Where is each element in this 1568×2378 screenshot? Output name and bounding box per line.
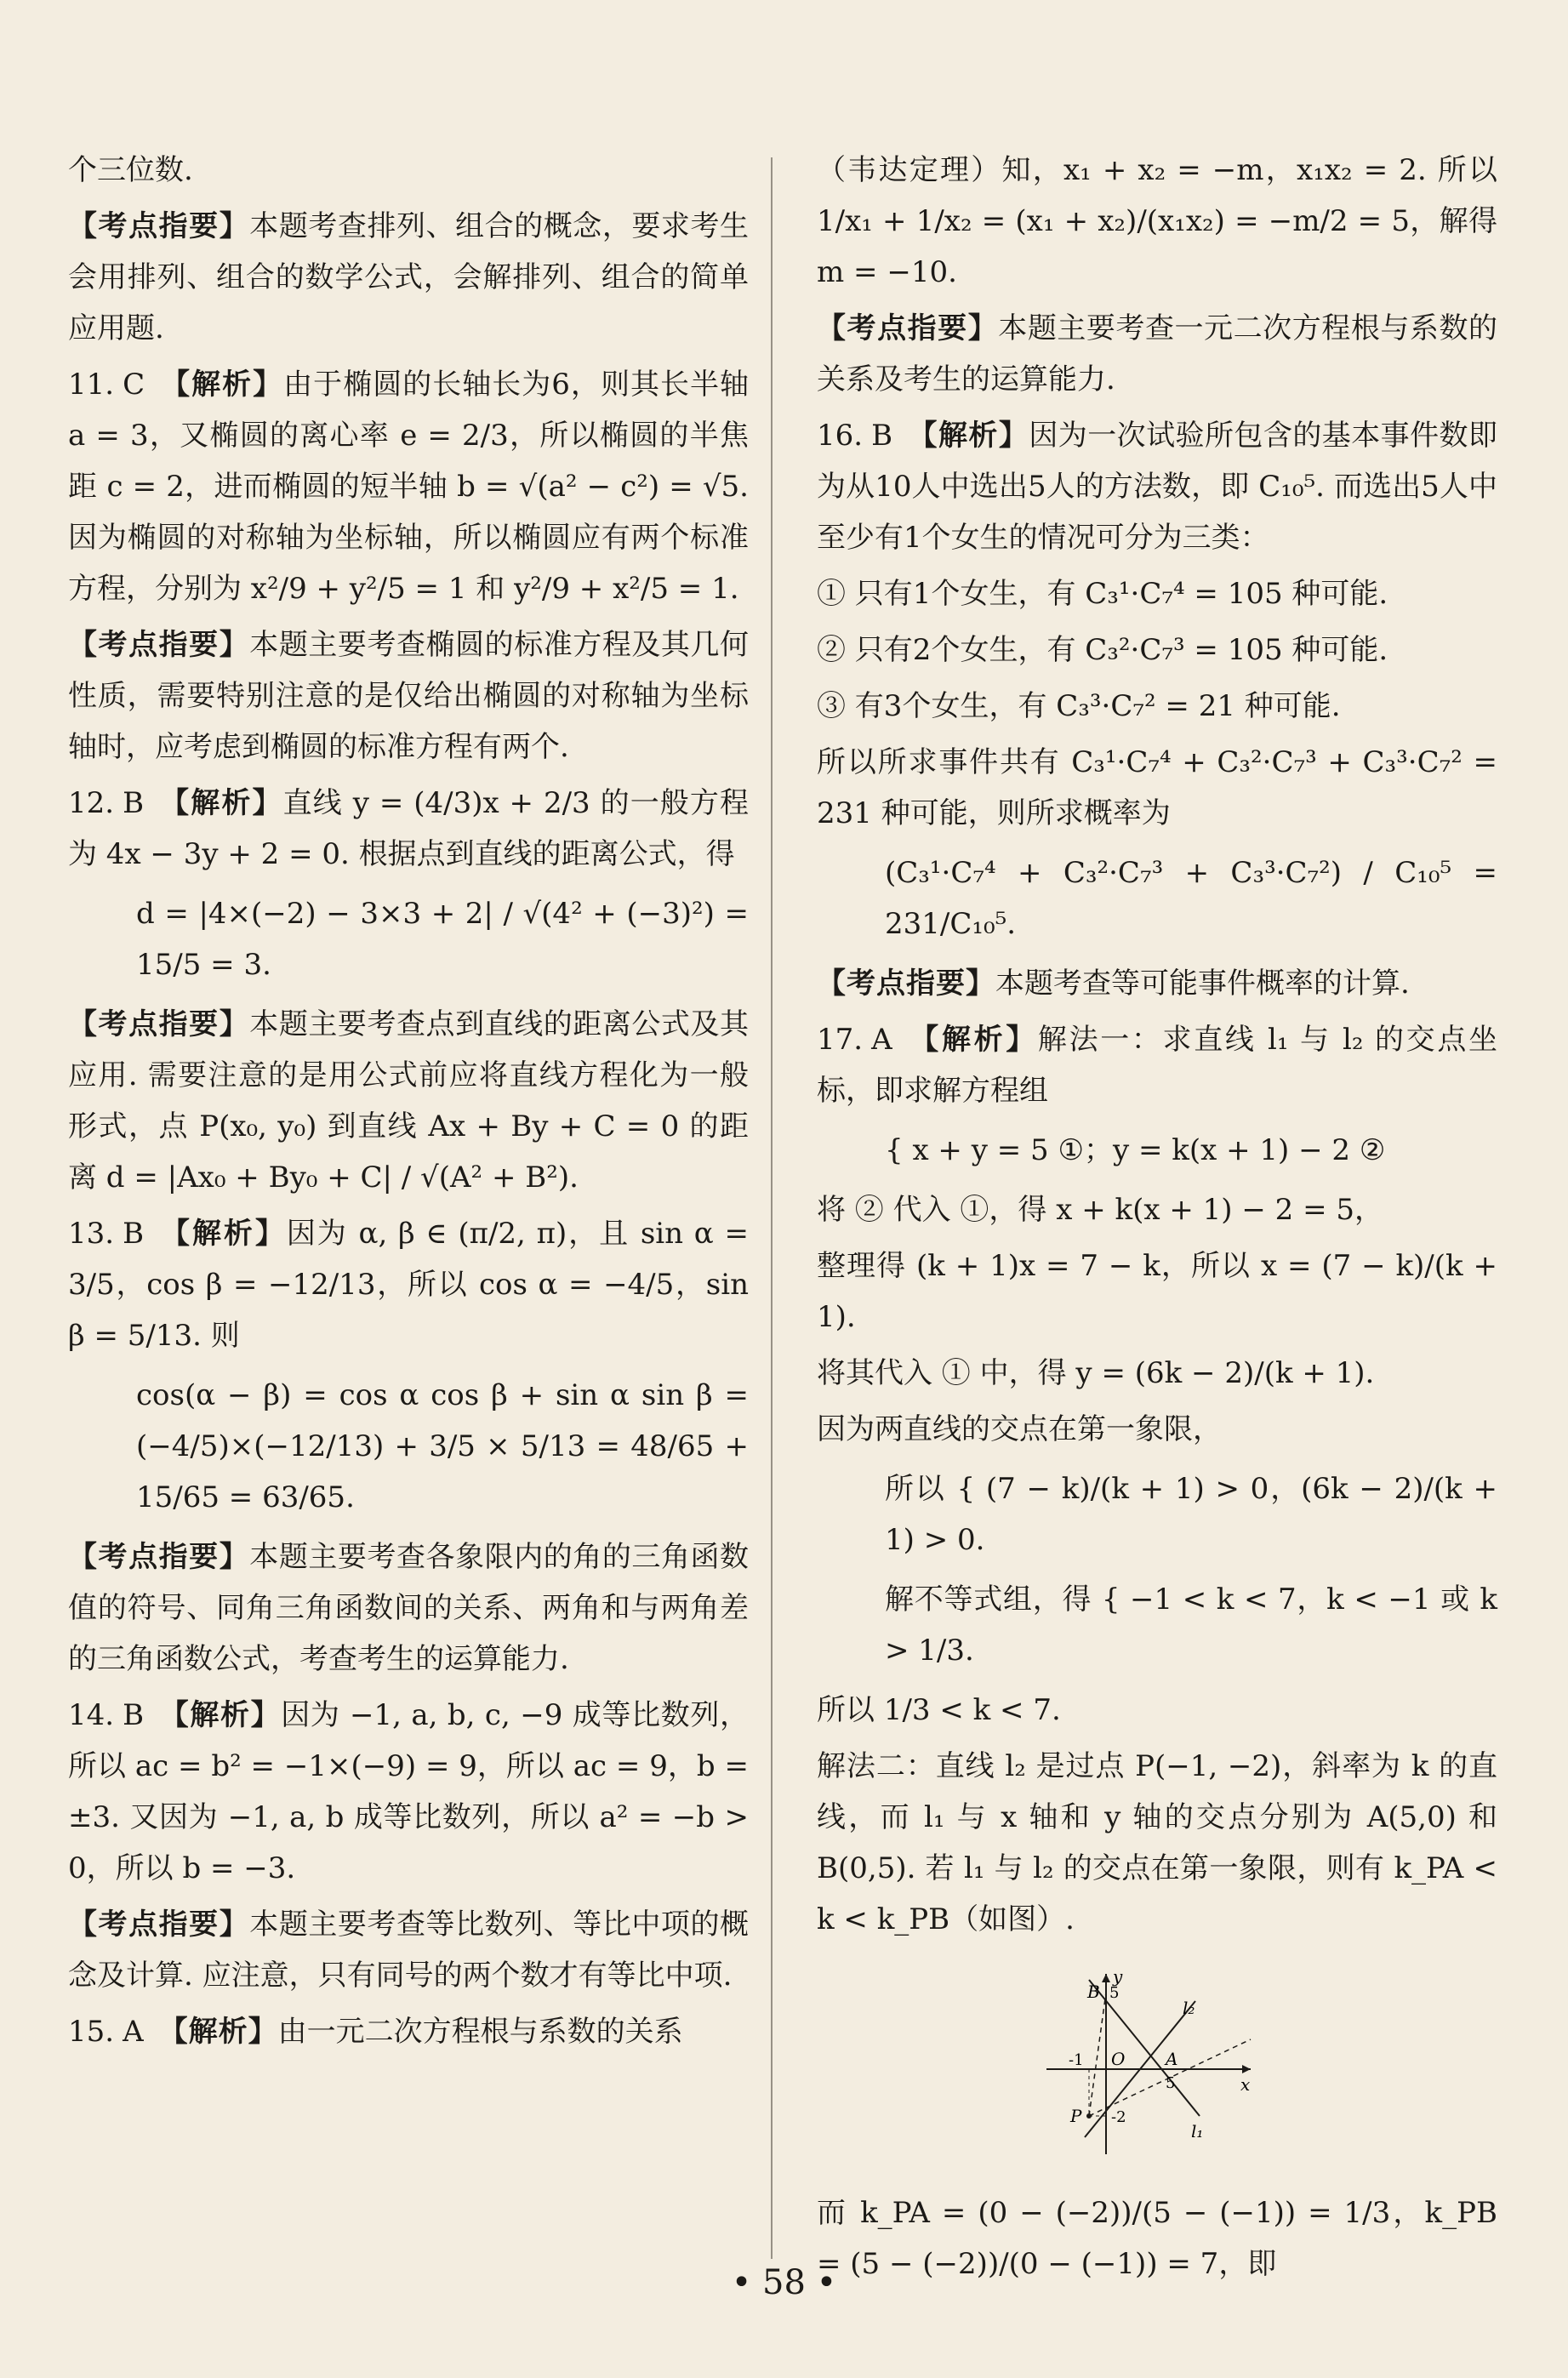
paragraph-text: 本题主要考查椭圆的标准方程及其几何性质，需要特别注意的是仅给出椭圆的对称轴为坐标轴时，应考虑到椭圆的标准方程有两个.: [68, 628, 750, 764]
paragraph-text: 本题主要考查一元二次方程根与系数的关系及考生的运算能力.: [817, 311, 1498, 396]
question-answer-16: [817, 410, 1497, 563]
section-tag: 【考点指要】: [68, 1007, 250, 1041]
paragraph-text: (C₃¹·C₇⁴ + C₃²·C₇³ + C₃³·C₇²) / C₁₀⁵ = 231/C₁₀⁵.: [885, 856, 1497, 941]
section-tag: 【解析】: [907, 1023, 1038, 1057]
paragraph-text: { x + y = 5 ①；y = k(x + 1) − 2 ②: [885, 1133, 1386, 1167]
label-A: A: [1166, 2049, 1178, 2069]
answer-choice: A: [871, 1023, 892, 1057]
section-tag: 【解析】: [159, 1217, 287, 1251]
paragraph-text: 本题主要考查点到直线的距离公式及其应用. 需要注意的是用公式前应将直线方程化为一般形式，点 P(x₀, y₀) 到直线 Ax + By + C = 0 的距离 d = |Ax₀ + By₀ + C| / √(A² + B²).: [68, 1007, 750, 1195]
question-answer-12: [68, 778, 749, 880]
label-neg2: -2: [1111, 2108, 1126, 2126]
question-answer-13: [68, 1208, 749, 1361]
paragraph-text: 直线 y = (4/3)x + 2/3 的一般方程为 4x − 3y + 2 = 0. 根据点到直线的距离公式，得: [68, 786, 750, 871]
text-line: [817, 568, 1497, 619]
y-axis-arrow: [1102, 1974, 1110, 1982]
paragraph-text: （韦达定理）知，x₁ + x₂ = −m，x₁x₂ = 2. 所以 1/x₁ + 1/x₂ = (x₁ + x₂)/(x₁x₂) = −m/2 = 5，解得 m = −10.: [817, 153, 1497, 289]
paragraph-text: 个三位数.: [68, 153, 193, 187]
paragraph-text: 将其代入 ① 中，得 y = (6k − 2)/(k + 1).: [817, 1356, 1375, 1390]
paragraph-text: ② 只有2个女生，有 C₃²·C₇³ = 105 种可能.: [817, 633, 1388, 667]
section-tag: 【考点指要】: [68, 1908, 250, 1942]
paragraph-text: 将 ② 代入 ①，得 x + k(x + 1) − 2 = 5，: [817, 1193, 1384, 1227]
question-number: 15.: [68, 2015, 115, 2049]
text-line: [817, 1240, 1497, 1343]
paragraph-text: 本题主要考查各象限内的角的三角函数值的符号、同角三角函数间的关系、两角和与两角差的三角函数公式，考查考生的运算能力.: [68, 1540, 750, 1676]
label-l2: l₂: [1183, 1998, 1195, 2018]
section-tag: 【解析】: [160, 368, 284, 402]
answer-choice: B: [123, 1698, 145, 1732]
formula-line: [885, 1463, 1497, 1565]
paragraph-text: 因为 α, β ∈ (π/2, π)，且 sin α = 3/5，cos β = −12/13，所以 cos α = −4/5，sin β = 5/13. 则: [68, 1217, 749, 1353]
paragraph-text: 本题考查排列、组合的概念，要求考生会用排列、组合的数学公式，会解排列、组合的简单应用题.: [68, 209, 750, 345]
question-answer-17: [817, 1014, 1497, 1116]
text-line: [817, 624, 1497, 676]
formula-line: [136, 1370, 749, 1523]
paragraph-text: 解不等式组，得 { −1 < k < 7，k < −1 或 k > 1/3.: [885, 1582, 1497, 1668]
formula-line: [885, 1125, 1497, 1176]
key-point-note: [68, 1531, 749, 1685]
section-tag: 【考点指要】: [817, 311, 999, 345]
paragraph-text: 因为两直线的交点在第一象限，: [817, 1412, 1222, 1446]
answer-choice: B: [123, 786, 145, 820]
label-neg1: -1: [1069, 2051, 1084, 2069]
key-point-note: [68, 999, 749, 1203]
question-number: 11.: [68, 368, 115, 402]
text-line: [817, 1348, 1497, 1399]
formula-line: [885, 1574, 1497, 1676]
formula-line: [136, 888, 749, 990]
question-number: 13.: [68, 1217, 115, 1251]
section-tag: 【解析】: [908, 419, 1029, 453]
paragraph-text: 整理得 (k + 1)x = 7 − k，所以 x = (7 − k)/(k + 1).: [817, 1249, 1497, 1334]
section-tag: 【考点指要】: [817, 967, 995, 1001]
text-line: [817, 737, 1497, 839]
section-tag: 【考点指要】: [68, 628, 250, 662]
text-line: [68, 145, 749, 196]
paragraph-text: 因为 −1, a, b, c, −9 成等比数列，所以 ac = b² = −1×(−9) = 9，所以 ac = 9，b = ±3. 又因为 −1, a, b 成等比数列，所以 a² = −b > 0，所以 b = −3.: [68, 1698, 749, 1885]
text-line: [817, 681, 1497, 732]
paragraph-text: 本题主要考查等比数列、等比中项的概念及计算. 应注意，只有同号的两个数才有等比中项.: [68, 1908, 750, 1993]
point-P: [1086, 2113, 1092, 2119]
paragraph-text: ③ 有3个女生，有 C₃³·C₇² = 21 种可能.: [817, 689, 1341, 723]
paragraph-text: ① 只有1个女生，有 C₃¹·C₇⁴ = 105 种可能.: [817, 577, 1388, 611]
key-point-note: [817, 958, 1497, 1009]
answer-choice: A: [123, 2015, 144, 2049]
left-column: [68, 145, 749, 2062]
key-point-note: [817, 303, 1497, 405]
section-tag: 【解析】: [158, 2015, 278, 2049]
paragraph-text: 由于椭圆的长轴长为6，则其长半轴 a = 3，又椭圆的离心率 e = 2/3，所以椭圆的半焦距 c = 2，进而椭圆的短半轴 b = √(a² − c²) = √5. 因为椭圆的对称轴为坐标轴，所以椭圆应有两个标准方程，分别为 x²/9 + y²/5 = 1 和 y²/9 + x²/5 = 1.: [68, 368, 750, 606]
label-x: x: [1240, 2074, 1251, 2095]
question-number: 14.: [68, 1698, 115, 1732]
key-point-note: [68, 619, 749, 773]
paragraph-text: 所以 1/3 < k < 7.: [817, 1693, 1061, 1727]
text-line: [817, 1741, 1497, 1945]
text-line: [817, 1184, 1497, 1235]
section-tag: 【解析】: [159, 1698, 282, 1732]
text-line: [817, 145, 1497, 298]
paragraph-text: 而 k_PA = (0 − (−2))/(5 − (−1)) = 1/3，k_PB = (5 − (−2))/(0 − (−1)) = 7，即: [817, 2196, 1497, 2281]
segment-pb: [1089, 1993, 1106, 2116]
text-line: [817, 1685, 1497, 1736]
page-number: • 58 •: [731, 2263, 837, 2302]
paragraph-text: d = |4×(−2) − 3×3 + 2| / √(4² + (−3)²) = 15/5 = 3.: [136, 897, 749, 982]
label-5-x: 5: [1166, 2074, 1176, 2092]
answer-choice: C: [123, 368, 145, 402]
paragraph-text: 因为一次试验所包含的基本事件数即为从10人中选出5人的方法数，即 C₁₀⁵. 而选出5人中至少有1个女生的情况可分为三类：: [817, 419, 1498, 555]
question-number: 12.: [68, 786, 115, 820]
question-answer-15: [68, 2006, 749, 2057]
question-answer-11: [68, 359, 749, 614]
question-answer-14: [68, 1690, 749, 1894]
label-P: P: [1070, 2106, 1082, 2126]
text-line: [817, 1404, 1497, 1455]
label-l1: l₁: [1191, 2121, 1204, 2141]
answer-choice: B: [123, 1217, 145, 1251]
paragraph-text: 所以 { (7 − k)/(k + 1) > 0，(6k − 2)/(k + 1) > 0.: [885, 1472, 1497, 1557]
question-number: 17.: [817, 1023, 864, 1057]
paragraph-text: cos(α − β) = cos α cos β + sin α sin β = (−4/5)×(−12/13) + 3/5 × 5/13 = 48/65 + 15/65 = 63/65.: [136, 1378, 749, 1514]
label-O: O: [1111, 2049, 1126, 2069]
right-column: [817, 145, 1497, 2295]
label-5-y: 5: [1109, 1984, 1120, 2002]
paragraph-text: 由一元二次方程根与系数的关系: [277, 2015, 683, 2049]
x-axis-arrow: [1242, 2065, 1251, 2073]
section-tag: 【解析】: [159, 786, 283, 820]
key-point-note: [68, 201, 749, 354]
column-divider: [771, 157, 773, 2259]
label-B: B: [1087, 1982, 1100, 2002]
label-y: y: [1113, 1967, 1123, 1987]
paragraph-text: 本题考查等可能事件概率的计算.: [995, 967, 1410, 1001]
paragraph-text: 解法一：求直线 l₁ 与 l₂ 的交点坐标，即求解方程组: [817, 1023, 1497, 1108]
section-tag: 【考点指要】: [68, 1540, 250, 1574]
answer-choice: B: [871, 419, 893, 453]
coordinate-figure: [1038, 1967, 1259, 2163]
key-point-note: [68, 1899, 749, 2001]
section-tag: 【考点指要】: [68, 209, 250, 243]
paragraph-text: 所以所求事件共有 C₃¹·C₇⁴ + C₃²·C₇³ + C₃³·C₇² = 231 种可能，则所求概率为: [817, 745, 1497, 830]
formula-line: [885, 847, 1497, 949]
question-number: 16.: [817, 419, 864, 453]
paragraph-text: 解法二：直线 l₂ 是过点 P(−1, −2)，斜率为 k 的直线，而 l₁ 与 x 轴和 y 轴的交点分别为 A(5,0) 和 B(0,5). 若 l₁ 与 l₂ 的交点在第一象限，则有 k_PA < k < k_PB（如图）.: [817, 1749, 1497, 1936]
